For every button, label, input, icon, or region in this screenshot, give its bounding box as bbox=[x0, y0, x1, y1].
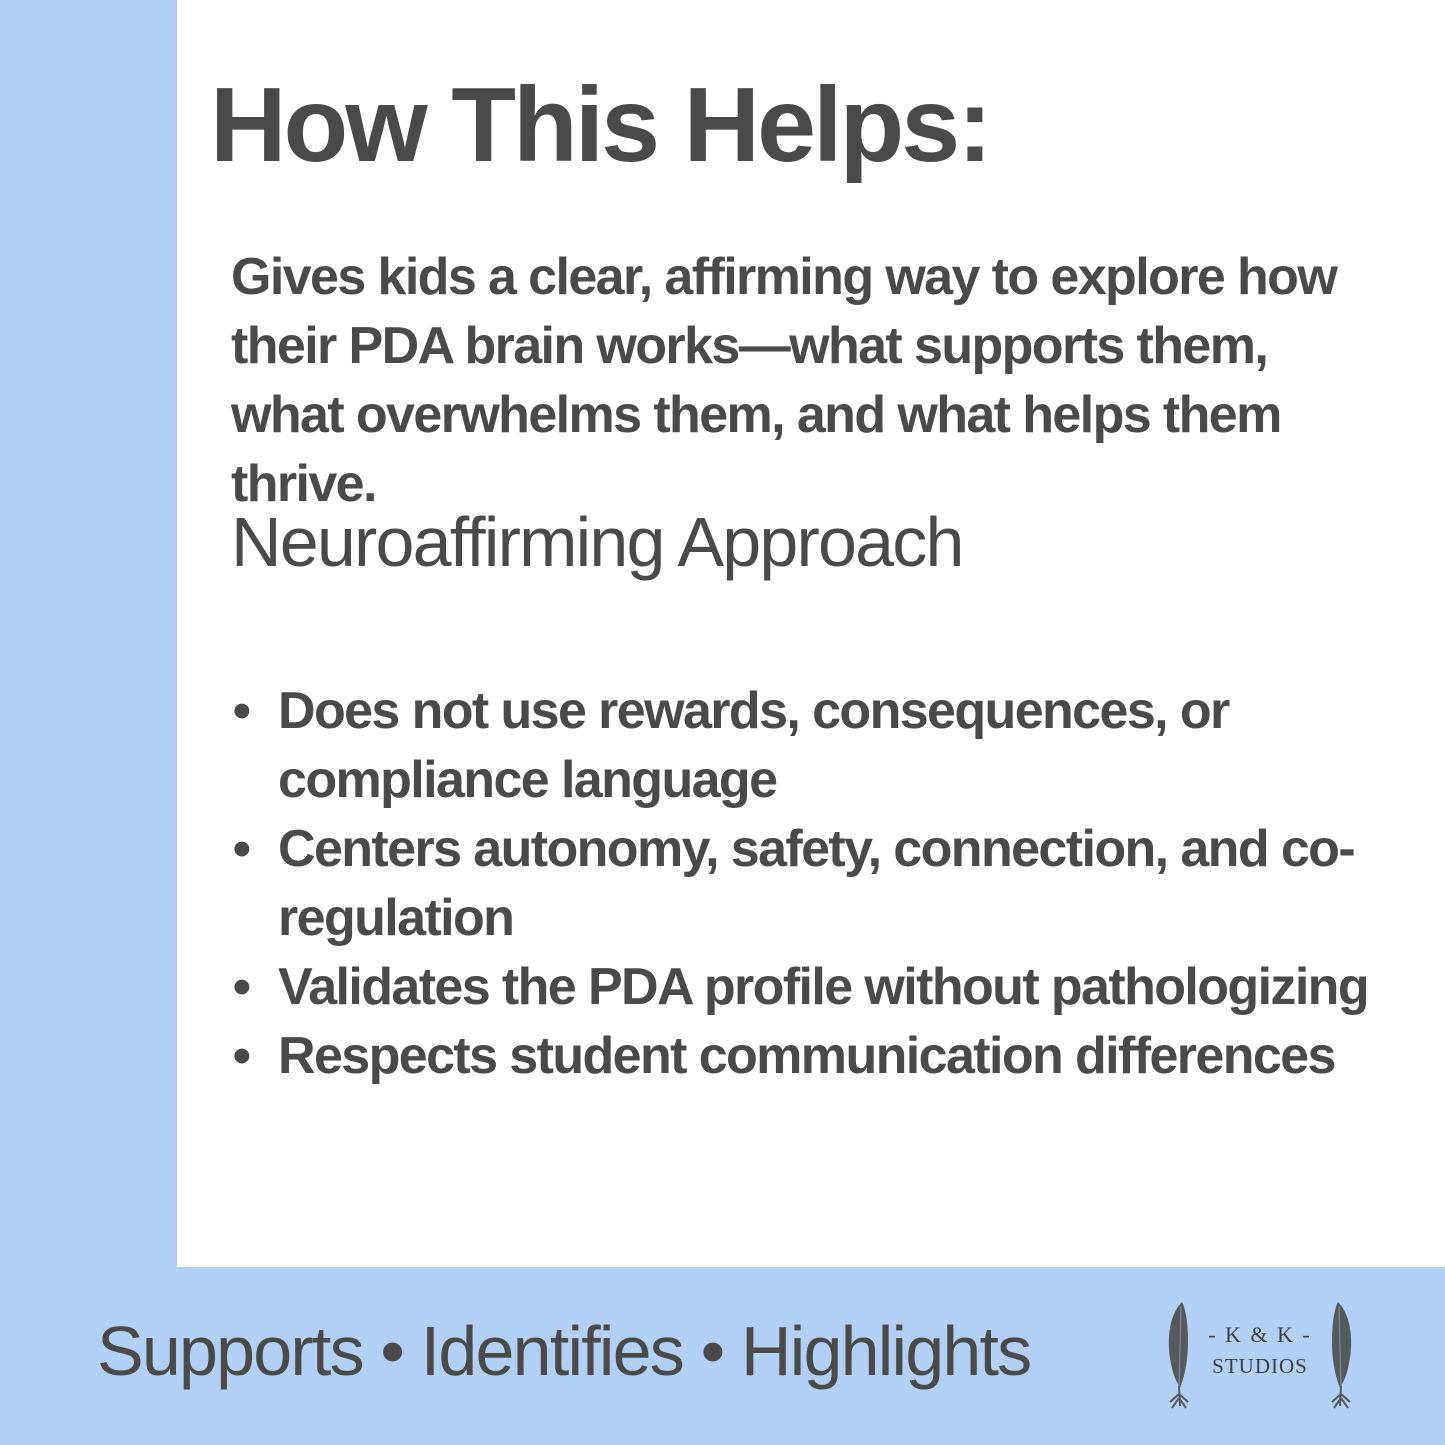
footer-tagline: Supports • Identifies • Highlights bbox=[97, 1312, 1031, 1390]
left-accent-band bbox=[0, 0, 177, 1445]
feather-icon bbox=[1320, 1298, 1360, 1410]
list-item-text: Does not use rewards, consequences, or compliance language bbox=[278, 682, 1229, 809]
bullet-icon: • bbox=[232, 1027, 250, 1085]
bullet-icon: • bbox=[232, 682, 250, 740]
section-heading: Neuroaffirming Approach bbox=[231, 503, 963, 581]
bullet-icon: • bbox=[232, 820, 250, 878]
bullet-list bbox=[231, 677, 1401, 1091]
feather-icon bbox=[1160, 1298, 1200, 1410]
logo-line-1: - K & K - bbox=[1208, 1322, 1312, 1347]
page-title: How This Helps: bbox=[210, 66, 990, 184]
list-item-text: Respects student communication differences bbox=[278, 1027, 1335, 1085]
studio-logo bbox=[1160, 1298, 1360, 1410]
bullet-icon: • bbox=[232, 958, 250, 1016]
list-item-text: Validates the PDA profile without pathologizing bbox=[278, 958, 1369, 1016]
list-item bbox=[231, 1022, 1401, 1091]
list-item bbox=[231, 953, 1401, 1022]
list-item-text: Centers autonomy, safety, connection, and co-regulation bbox=[278, 820, 1355, 947]
intro-paragraph: Gives kids a clear, affirming way to explore how their PDA brain works—what supports them, what overwhelms them, and what helps them thrive. bbox=[231, 248, 1337, 513]
list-item bbox=[231, 815, 1401, 953]
list-item bbox=[231, 677, 1401, 815]
logo-line-2: STUDIOS bbox=[1212, 1354, 1308, 1378]
